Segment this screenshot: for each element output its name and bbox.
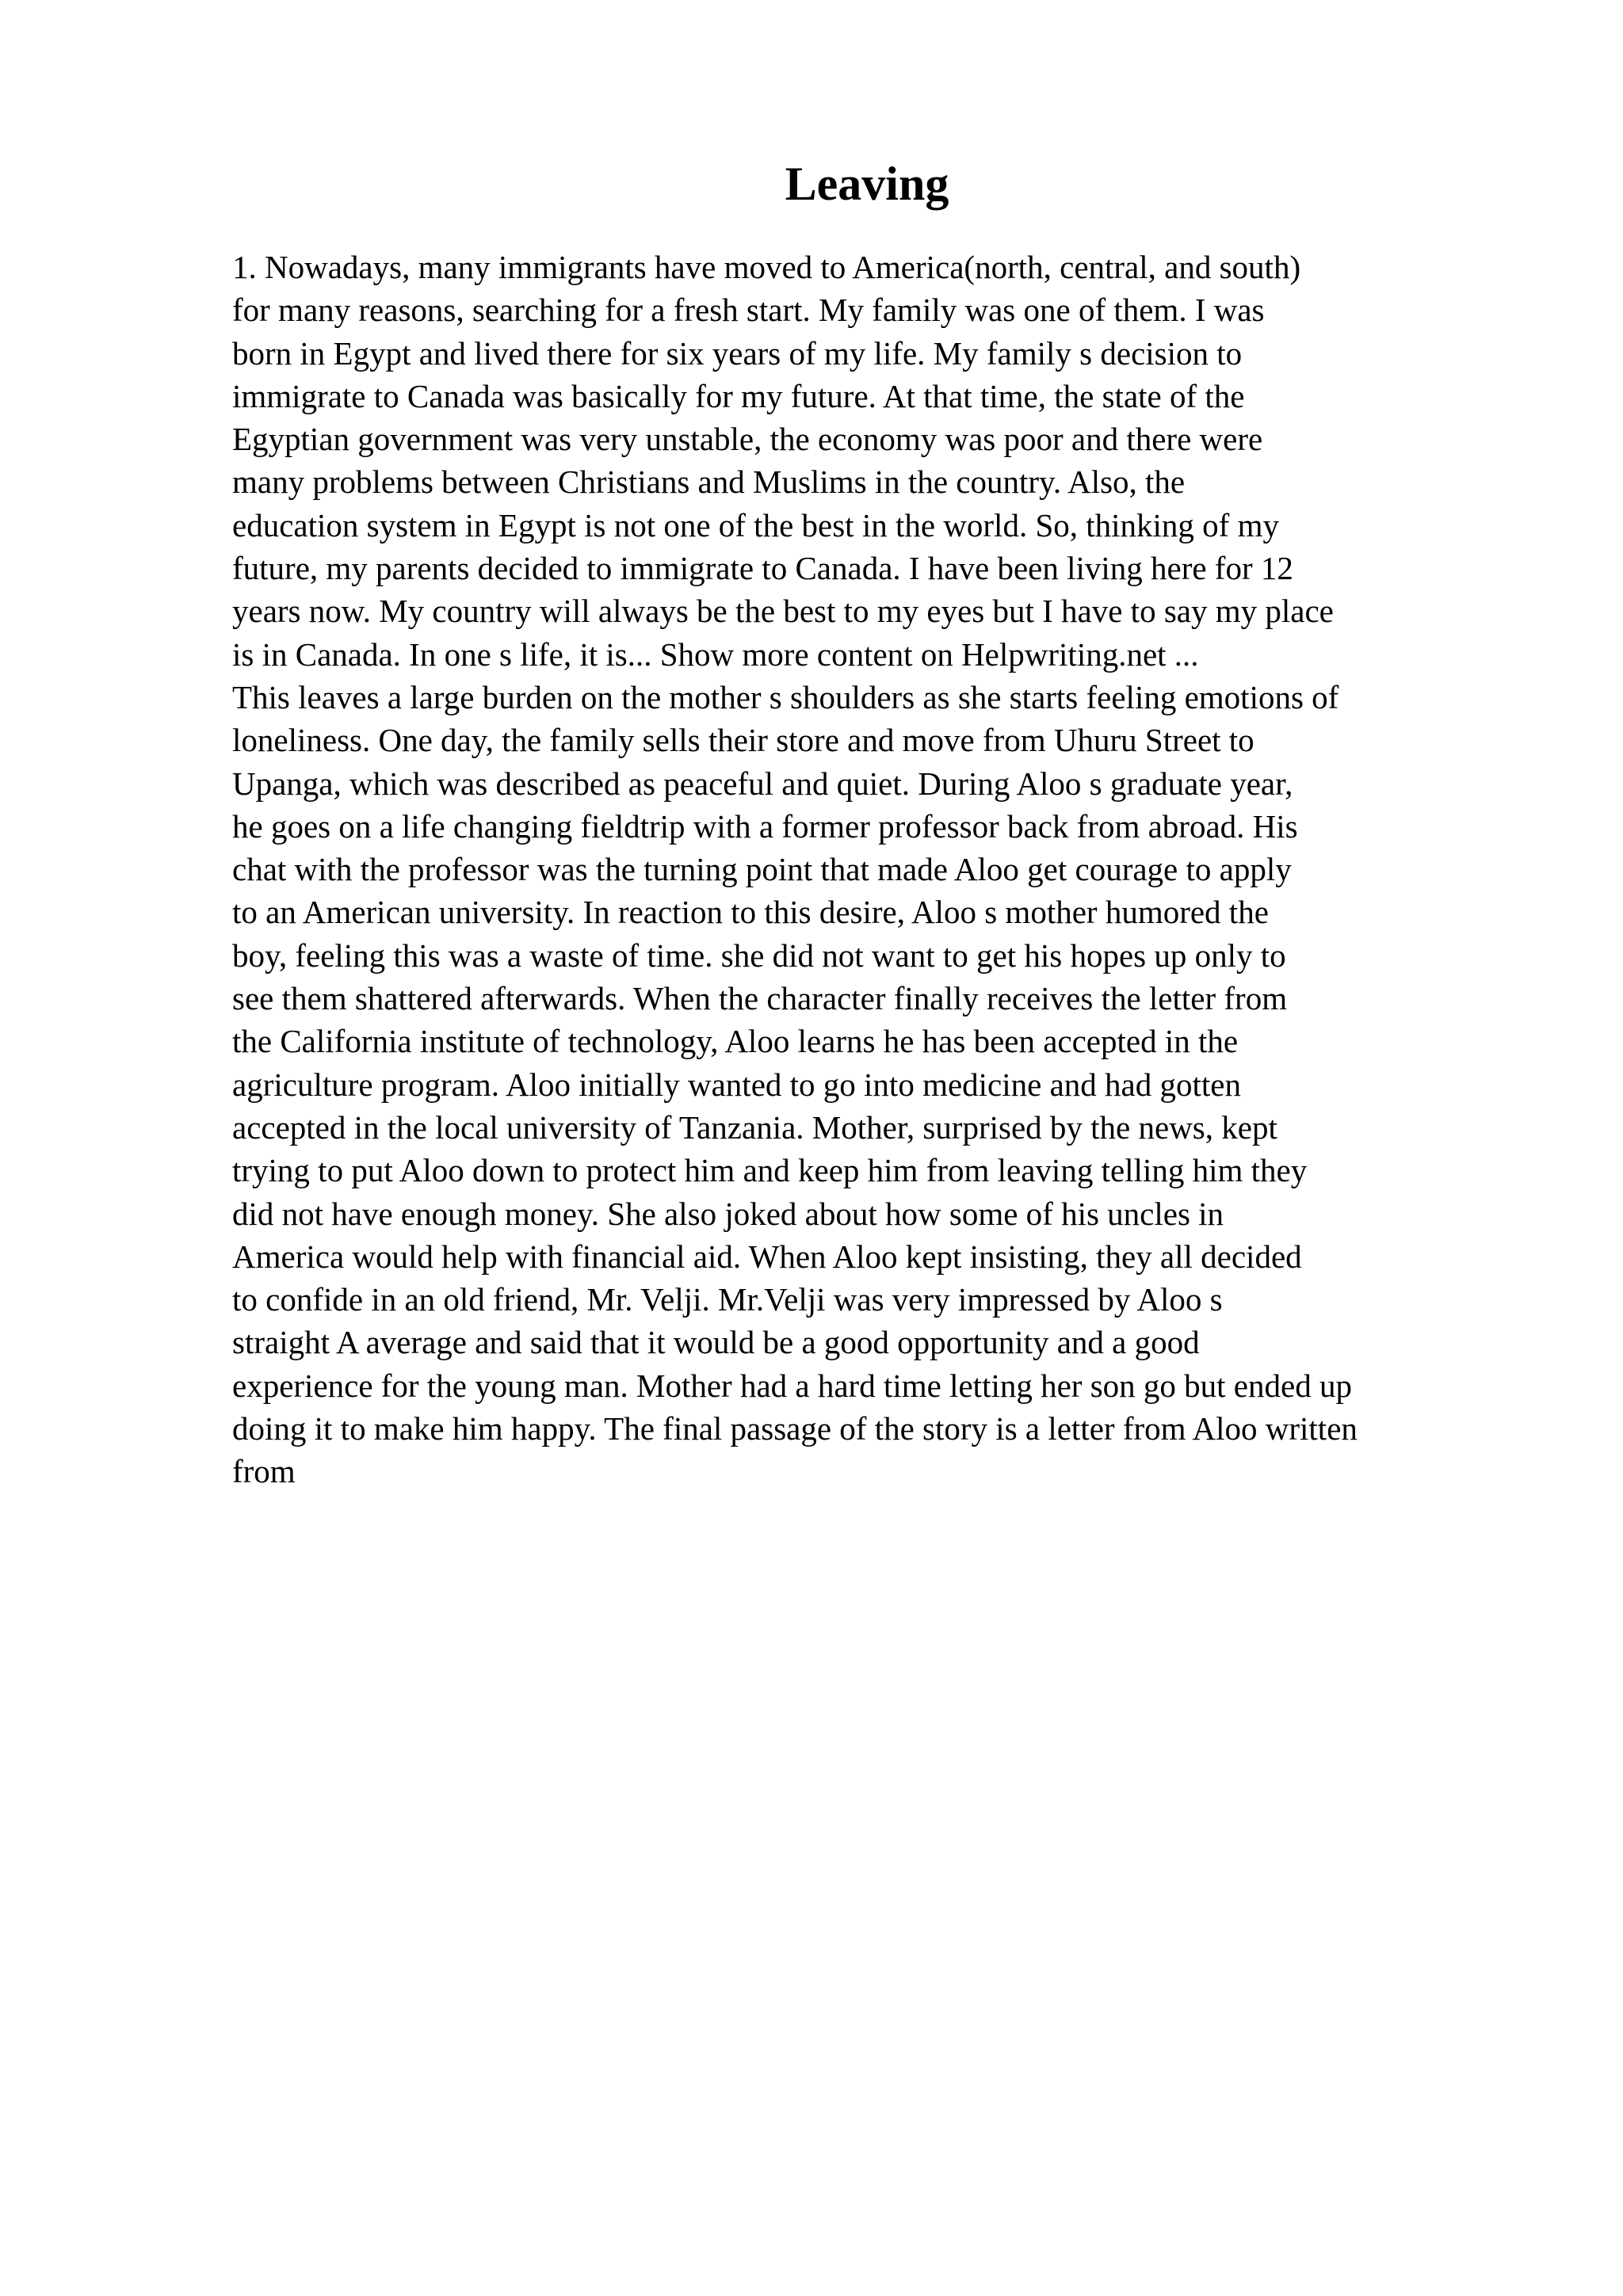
- body-line: Egyptian government was very unstable, the economy was poor and there were: [232, 421, 1263, 458]
- body-line: Upanga, which was described as peaceful and quiet. During Aloo s graduate year,: [232, 765, 1293, 802]
- body-line: experience for the young man. Mother had a hard time letting her son go but ended up: [232, 1367, 1352, 1404]
- body-line: education system in Egypt is not one of the best in the world. So, thinking of my: [232, 506, 1279, 543]
- body-line: from: [232, 1453, 296, 1490]
- body-line: accepted in the local university of Tanzania. Mother, surprised by the news, kept: [232, 1108, 1277, 1146]
- body-line: This leaves a large burden on the mother s shoulders as she starts feeling emotions of: [232, 678, 1339, 715]
- body-line: is in Canada. In one s life, it is... Show more content on Helpwriting.net ...: [232, 635, 1199, 673]
- body-line: to confide in an old friend, Mr. Velji. Mr.Velji was very impressed by Aloo s: [232, 1281, 1223, 1318]
- body-line: immigrate to Canada was basically for my future. At that time, the state of the: [232, 377, 1245, 414]
- body-line: loneliness. One day, the family sells their store and move from Uhuru Street to: [232, 722, 1254, 759]
- body-line: years now. My country will always be the best to my eyes but I have to say my place: [232, 593, 1334, 630]
- body-line: straight A average and said that it would be a good opportunity and a good: [232, 1324, 1200, 1361]
- body-line: for many reasons, searching for a fresh start. My family was one of them. I was: [232, 292, 1265, 329]
- body-line: he goes on a life changing fieldtrip with a former professor back from abroad. His: [232, 807, 1298, 845]
- body-line: many problems between Christians and Muslims in the country. Also, the: [232, 463, 1186, 501]
- body-line: America would help with financial aid. When Aloo kept insisting, they all decided: [232, 1238, 1302, 1275]
- body-line: born in Egypt and lived there for six years of my life. My family s decision to: [232, 334, 1243, 372]
- document-title: Leaving: [785, 158, 949, 210]
- body-line: see them shattered afterwards. When the character finally receives the letter from: [232, 980, 1288, 1017]
- body-line: the California institute of technology, Aloo learns he has been accepted in the: [232, 1023, 1239, 1060]
- body-line: doing it to make him happy. The final passage of the story is a letter from Aloo written: [232, 1410, 1358, 1447]
- body-line: boy, feeling this was a waste of time. she did not want to get his hopes up only to: [232, 936, 1286, 974]
- body-line: 1. Nowadays, many immigrants have moved to America(north, central, and south): [232, 249, 1301, 285]
- body-line: did not have enough money. She also joked about how some of his uncles in: [232, 1195, 1224, 1232]
- body-line: trying to put Aloo down to protect him and keep him from leaving telling him they: [232, 1152, 1308, 1189]
- body-line: to an American university. In reaction to this desire, Aloo s mother humored the: [232, 894, 1269, 931]
- document-body: [232, 246, 1623, 1493]
- body-line: chat with the professor was the turning point that made Aloo get courage to apply: [232, 851, 1292, 888]
- body-line: agriculture program. Aloo initially wanted to go into medicine and had gotten: [232, 1066, 1241, 1103]
- body-line: future, my parents decided to immigrate to Canada. I have been living here for 12: [232, 550, 1293, 587]
